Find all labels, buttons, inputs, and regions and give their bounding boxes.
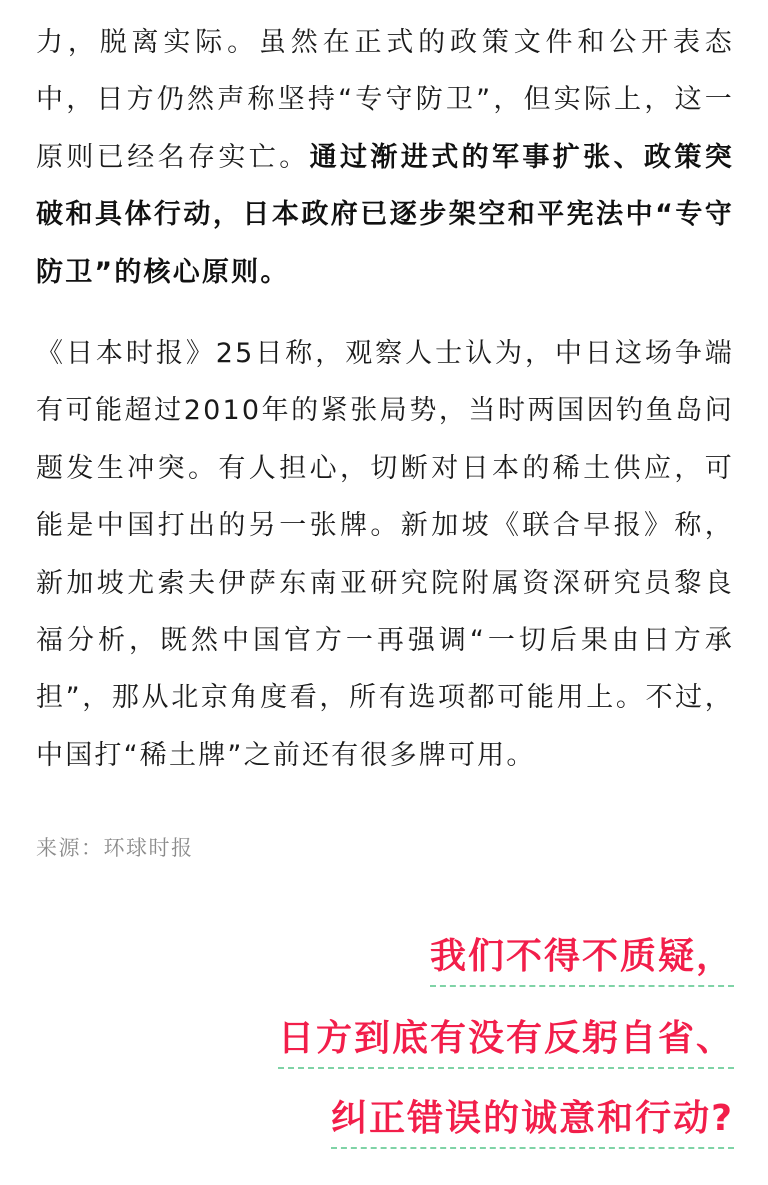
article-body xyxy=(36,14,734,784)
dashed-underline xyxy=(278,1067,734,1069)
paragraph-text: 力，脱离实际。虽然在正式的政策文件和公开表态中，日方仍然声称坚持“专守防卫”，但实际上，这一原则已经名存实亡。 xyxy=(36,27,734,173)
callout-text: 纠正错误的诚意和行动? xyxy=(331,1098,734,1139)
callout-text: 我们不得不质疑， xyxy=(429,936,734,977)
source-label: 来源：环球时报 xyxy=(36,836,194,860)
callout-text: 日方到底有没有反躬自省、 xyxy=(277,1018,734,1059)
dashed-underline xyxy=(331,1147,734,1149)
callout-line-2 xyxy=(278,1010,734,1067)
dashed-underline xyxy=(430,985,734,987)
callout-line-3 xyxy=(331,1090,734,1147)
bold-highlight-text: 通过渐进式的军事扩张、政策突破和具体行动，日本政府已逐步架空和平宪法中“专守防卫”的核心原则。 xyxy=(36,141,734,288)
callout-line-1 xyxy=(430,928,734,985)
article-paragraph-1 xyxy=(36,14,734,301)
article-paragraph-2: 《日本时报》25日称，观察人士认为，中日这场争端有可能超过2010年的紧张局势，当时两国因钓鱼岛问题发生冲突。有人担心，切断对日本的稀土供应，可能是中国打出的另一张牌。新加坡《联合早报》称，新加坡尤索夫伊萨东南亚研究院附属资深研究员黎良福分析，既然中国官方一再强调“一切后果由日方承担”，那从北京角度看，所有选项都可能用上。不过，中国打“稀土牌”之前还有很多牌可用。 xyxy=(36,338,734,771)
